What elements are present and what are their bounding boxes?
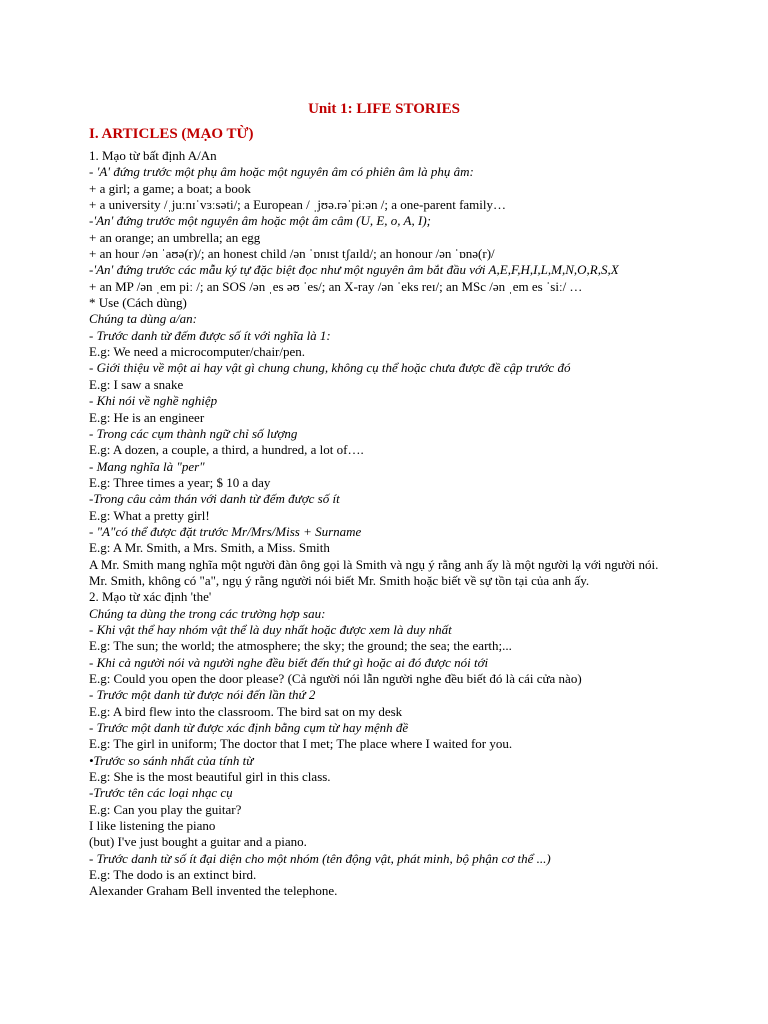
text-line: + a university /ˌjuːnɪˈvɜːsəti/; a European / ˌjʊə.rəˈpiːən /; a one-parent family…	[89, 197, 507, 213]
text-line: - Khi vật thể hay nhóm vật thể là duy nhất hoặc được xem là duy nhất	[89, 621, 452, 637]
text-line: A Mr. Smith mang nghĩa một người đàn ông gọi là Smith và ngụ ý rằng anh ấy là một người lạ với người nói.	[89, 556, 659, 572]
text-line: 2. Mạo từ xác định 'the'	[89, 589, 212, 605]
section-heading: I. ARTICLES (MẠO TỪ)	[89, 126, 254, 142]
text-line: Chúng ta dùng a/an:	[89, 311, 197, 327]
text-line: E.g: We need a microcomputer/chair/pen.	[89, 344, 306, 360]
text-line: - Trước danh từ số ít đại diện cho một nhóm (tên động vật, phát minh, bộ phận cơ thể ...)	[89, 850, 551, 866]
text-line: Mr. Smith, không có "a", ngụ ý rằng người nói biết Mr. Smith hoặc biết về sự tồn tại của anh ấy.	[89, 572, 590, 588]
text-line: (but) I've just bought a guitar and a piano.	[89, 834, 307, 850]
text-line: Chúng ta dùng the trong các trường hợp sau:	[89, 605, 326, 621]
page-title: Unit 1: LIFE STORIES	[308, 101, 460, 117]
text-line: + an orange; an umbrella; an egg	[89, 229, 261, 245]
text-line: - Trong các cụm thành ngữ chỉ số lượng	[89, 425, 298, 441]
text-line: - Trước một danh từ được xác định bằng cụm từ hay mệnh đề	[89, 720, 409, 736]
document-body	[89, 148, 689, 900]
text-line: E.g: Could you open the door please? (Cả người nói lẫn người nghe đều biết đó là cái cửa nào)	[89, 671, 582, 686]
text-line: - Trước một danh từ được nói đến lần thứ 2	[89, 687, 316, 703]
text-line: E.g: I saw a snake	[89, 376, 184, 392]
text-line: E.g: Can you play the guitar?	[89, 801, 242, 817]
text-line: •Trước so sánh nhất của tính từ	[89, 752, 254, 768]
text-line: E.g: She is the most beautiful girl in this class.	[89, 769, 331, 785]
text-line: - 'A' đứng trước một phụ âm hoặc một nguyên âm có phiên âm là phụ âm:	[89, 164, 474, 180]
text-line: E.g: The dodo is an extinct bird.	[89, 867, 257, 883]
text-line: E.g: The sun; the world; the atmosphere; the sky; the ground; the sea; the earth;...	[89, 638, 512, 654]
text-line: - Khi nói về nghề nghiệp	[89, 393, 218, 409]
text-line: - Giới thiệu về một ai hay vật gì chung chung, không cụ thể hoặc chưa được đề cập trước đó	[89, 360, 571, 376]
text-line: + an MP /ən ˌem piː /; an SOS /ən ˌes əʊ ˈes/; an X-ray /ən ˈeks reɪ/; an MSc /ən ˌem es ˈsiː/ …	[89, 278, 583, 294]
text-line: + an hour /ən ˈaʊə(r)/; an honest child /ən ˈɒnɪst tʃaɪld/; an honour /ən ˈɒnə(r)/	[89, 246, 495, 262]
text-line: Alexander Graham Bell invented the telephone.	[89, 883, 338, 899]
text-line: E.g: He is an engineer	[89, 409, 205, 425]
text-line: -'An' đứng trước một nguyên âm hoặc một âm câm (U, E, o, A, I);	[89, 213, 431, 229]
text-line: - Trước danh từ đếm được số ít với nghĩa là 1:	[89, 327, 331, 343]
text-line: 1. Mạo từ bất định A/An	[89, 148, 217, 163]
text-line: - Mang nghĩa là "per"	[89, 458, 205, 474]
text-line: -'An' đứng trước các mẫu ký tự đặc biệt đọc như một nguyên âm bắt đầu với A,E,F,H,I,L,M,N,O,R,S,X	[89, 262, 619, 278]
text-line: E.g: A bird flew into the classroom. The bird sat on my desk	[89, 703, 403, 719]
text-line: - Khi cả người nói và người nghe đều biết đến thứ gì hoặc ai đó được nói tới	[89, 654, 489, 670]
text-line: -Trong câu cảm thán với danh từ đếm được số ít	[89, 491, 340, 507]
text-line: E.g: Three times a year; $ 10 a day	[89, 474, 271, 490]
text-line: * Use (Cách dùng)	[89, 295, 187, 311]
text-line: -Trước tên các loại nhạc cụ	[89, 785, 233, 801]
text-line: E.g: A dozen, a couple, a third, a hundred, a lot of….	[89, 442, 364, 458]
text-line: I like listening the piano	[89, 818, 216, 834]
text-line: - "A"có thể được đặt trước Mr/Mrs/Miss + Surname	[89, 523, 362, 539]
text-line: E.g: What a pretty girl!	[89, 507, 210, 523]
text-line: + a girl; a game; a boat; a book	[89, 180, 251, 196]
text-line: E.g: The girl in uniform; The doctor that I met; The place where I waited for you.	[89, 736, 513, 752]
text-line: E.g: A Mr. Smith, a Mrs. Smith, a Miss. Smith	[89, 540, 330, 556]
